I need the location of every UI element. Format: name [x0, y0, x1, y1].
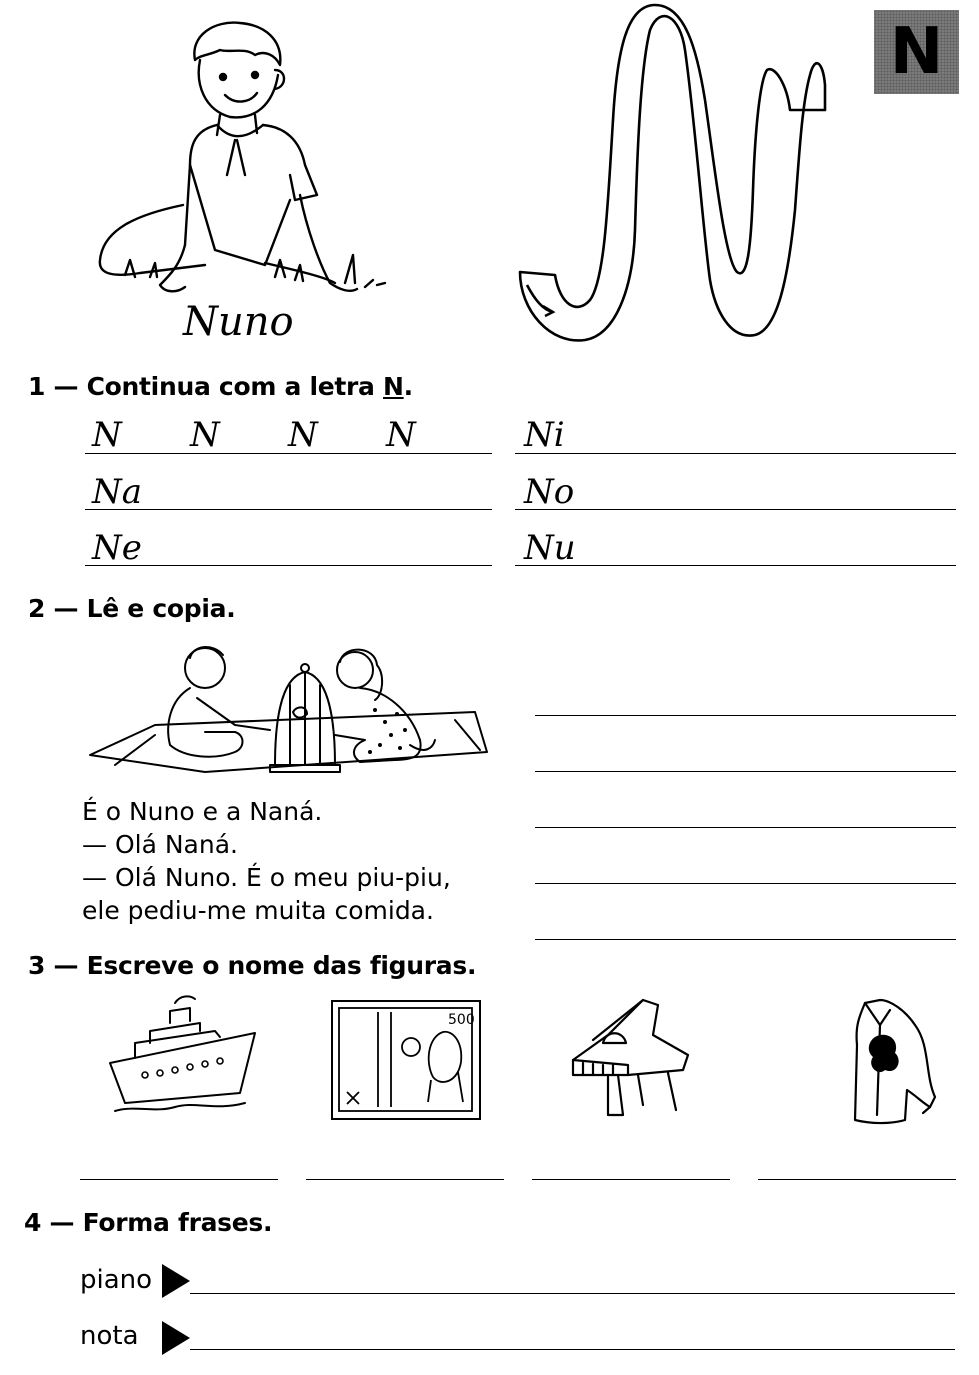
banknote-value: 500 — [448, 1012, 475, 1028]
copy-line[interactable] — [535, 827, 956, 828]
ex2-number: 2 — — [28, 594, 79, 623]
reading-line: — Olá Naná. — [82, 830, 238, 859]
reading-line: — Olá Nuno. É o meu piu-piu, — [82, 863, 451, 892]
piano-picture — [568, 995, 693, 1125]
ex2-heading — [28, 594, 235, 623]
copy-line[interactable] — [535, 883, 956, 884]
ex1-dot: . — [403, 372, 413, 401]
ex1-heading — [28, 372, 413, 401]
sentence-line[interactable] — [190, 1349, 955, 1350]
ex1-letter: N — [383, 372, 404, 401]
figure-answer-line[interactable] — [306, 1179, 504, 1180]
children-birdcage-illustration — [85, 640, 490, 785]
copy-line[interactable] — [535, 715, 956, 716]
banknote-drawing — [333, 1002, 478, 1117]
writing-line[interactable] — [515, 565, 956, 566]
figure-answer-line[interactable] — [532, 1179, 730, 1180]
copy-line[interactable] — [535, 771, 956, 772]
writing-line[interactable] — [515, 453, 956, 454]
ex4-instruction: Forma frases. — [82, 1208, 273, 1237]
sentence-line[interactable] — [190, 1293, 955, 1294]
ex3-instruction: Escreve o nome das figuras. — [86, 951, 477, 980]
letter-badge-text: N — [889, 15, 944, 89]
ex1-number: 1 — — [28, 372, 79, 401]
syllable-na: Na — [92, 472, 143, 512]
writing-line[interactable] — [85, 509, 492, 510]
ex3-number: 3 — — [28, 951, 79, 980]
ex3-heading — [28, 951, 476, 980]
jacket-picture — [845, 995, 940, 1130]
letter-badge — [874, 10, 959, 94]
word-nota: nota — [80, 1321, 139, 1351]
name-caption: Nuno — [183, 299, 294, 345]
ex4-heading — [24, 1208, 272, 1237]
writing-line[interactable] — [85, 565, 492, 566]
row1-letter: N — [190, 415, 220, 455]
syllable-ni: Ni — [524, 415, 565, 455]
big-letter-n-outline — [505, 10, 835, 350]
figure-answer-line[interactable] — [758, 1179, 956, 1180]
ship-picture — [105, 993, 260, 1118]
row1-letter: N — [288, 415, 318, 455]
ex2-instruction: Lê e copia. — [86, 594, 236, 623]
syllable-nu: Nu — [524, 528, 576, 568]
word-piano: piano — [80, 1265, 153, 1295]
play-arrow-icon — [162, 1264, 190, 1298]
reading-text — [82, 795, 512, 927]
banknote-picture — [331, 1000, 481, 1120]
syllable-ne: Ne — [92, 528, 142, 568]
syllable-no: No — [524, 472, 575, 512]
writing-line[interactable] — [515, 509, 956, 510]
reading-line: É o Nuno e a Naná. — [82, 797, 323, 826]
play-arrow-icon — [162, 1321, 190, 1355]
ex1-instruction: Continua com a letra — [86, 372, 384, 401]
row1-letter: N — [92, 415, 122, 455]
copy-line[interactable] — [535, 939, 956, 940]
figure-answer-line[interactable] — [80, 1179, 278, 1180]
writing-line[interactable] — [85, 453, 492, 454]
reading-line: ele pediu-me muita comida. — [82, 896, 434, 925]
ex4-number: 4 — — [24, 1208, 75, 1237]
boy-illustration — [95, 15, 395, 305]
row1-letter: N — [386, 415, 416, 455]
